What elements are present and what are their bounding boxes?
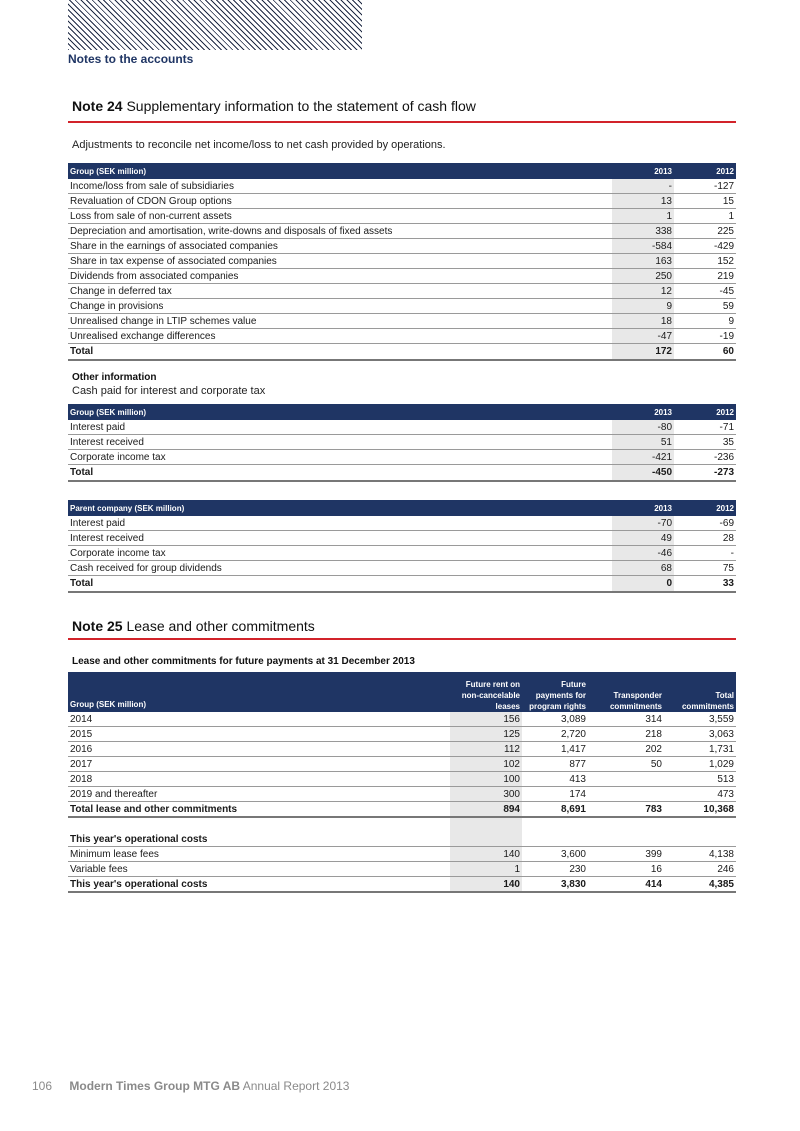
row-label: Total	[68, 576, 612, 593]
row-value: 4,138	[664, 847, 736, 862]
page-number: 106	[32, 1079, 53, 1093]
row-label: Interest paid	[68, 420, 612, 435]
note24-title: Supplementary information to the statement of cash flow	[126, 98, 476, 114]
row-value: 68	[612, 561, 674, 576]
header-line: Future rent on	[465, 680, 520, 689]
row-value: 1,731	[664, 742, 736, 757]
empty-cell	[522, 832, 588, 847]
row-value: 2,720	[522, 727, 588, 742]
header-line: program rights	[529, 702, 586, 711]
empty-cell	[588, 832, 664, 847]
row-value: 100	[450, 772, 522, 787]
header-total	[664, 672, 736, 712]
row-value: 33	[674, 576, 736, 593]
header-line: commitments	[681, 702, 734, 711]
row-value: 314	[588, 712, 664, 727]
row-label: 2017	[68, 757, 450, 772]
table-row	[68, 179, 736, 194]
note24-intro: Adjustments to reconcile net income/loss to net cash provided by operations.	[72, 139, 446, 151]
other-info-title: Other information	[72, 372, 157, 383]
row-value: -71	[674, 420, 736, 435]
row-value: -19	[674, 329, 736, 344]
table-row	[68, 254, 736, 269]
table-row	[68, 531, 736, 546]
table-body	[68, 712, 736, 892]
cashflow-adjustments-table	[68, 163, 736, 361]
row-value: -421	[612, 450, 674, 465]
row-value: 250	[612, 269, 674, 284]
row-label: Interest received	[68, 531, 612, 546]
row-value: 156	[450, 712, 522, 727]
section-label: Notes to the accounts	[68, 52, 194, 66]
row-value: -236	[674, 450, 736, 465]
row-value	[588, 772, 664, 787]
table-row	[68, 209, 736, 224]
note24-rule	[68, 121, 736, 123]
row-value: 3,063	[664, 727, 736, 742]
row-label: Loss from sale of non-current assets	[68, 209, 612, 224]
row-value: 202	[588, 742, 664, 757]
table-header-row	[68, 500, 736, 516]
spacer-cell	[588, 817, 664, 832]
table-row	[68, 239, 736, 254]
header-hatch-pattern	[68, 0, 362, 50]
row-label: Share in the earnings of associated companies	[68, 239, 612, 254]
table-row	[68, 772, 736, 787]
total-row	[68, 576, 736, 593]
table-row	[68, 269, 736, 284]
table-header-row	[68, 672, 736, 712]
total-row	[68, 877, 736, 893]
row-value: 59	[674, 299, 736, 314]
row-label: Income/loss from sale of subsidiaries	[68, 179, 612, 194]
row-label: Corporate income tax	[68, 450, 612, 465]
header-2012: 2012	[674, 163, 736, 179]
row-label: Minimum lease fees	[68, 847, 450, 862]
row-label: Unrealised change in LTIP schemes value	[68, 314, 612, 329]
row-value: 219	[674, 269, 736, 284]
row-value: -45	[674, 284, 736, 299]
row-value: 174	[522, 787, 588, 802]
table-header-row	[68, 163, 736, 179]
table-row	[68, 284, 736, 299]
row-label: 2014	[68, 712, 450, 727]
row-value: -69	[674, 516, 736, 531]
header-2012: 2012	[674, 500, 736, 516]
row-value: 140	[450, 877, 522, 893]
total-row	[68, 465, 736, 482]
note24-number: Note 24	[72, 98, 123, 114]
table-row	[68, 516, 736, 531]
row-value: 0	[612, 576, 674, 593]
table-row	[68, 742, 736, 757]
table-row	[68, 727, 736, 742]
header-group: Group (SEK million)	[68, 672, 450, 712]
table-row	[68, 561, 736, 576]
row-value: 9	[674, 314, 736, 329]
header-2012: 2012	[674, 404, 736, 420]
row-value: 125	[450, 727, 522, 742]
row-value: 894	[450, 802, 522, 818]
table-row	[68, 712, 736, 727]
table-row	[68, 194, 736, 209]
row-label: 2019 and thereafter	[68, 787, 450, 802]
row-label: 2016	[68, 742, 450, 757]
total-row	[68, 802, 736, 818]
table-row	[68, 546, 736, 561]
row-value: 399	[588, 847, 664, 862]
row-label: Total	[68, 465, 612, 482]
table-body	[68, 420, 736, 481]
row-value: 1	[450, 862, 522, 877]
row-value: 16	[588, 862, 664, 877]
row-value: 877	[522, 757, 588, 772]
row-label: 2015	[68, 727, 450, 742]
header-transponder	[588, 672, 664, 712]
table-body	[68, 516, 736, 592]
header-line: commitments	[609, 702, 662, 711]
row-value: 218	[588, 727, 664, 742]
header-parent: Parent company (SEK million)	[68, 500, 612, 516]
row-label: Change in provisions	[68, 299, 612, 314]
row-value: 140	[450, 847, 522, 862]
header-line: Transponder	[613, 691, 662, 700]
row-value: -584	[612, 239, 674, 254]
row-value: 9	[612, 299, 674, 314]
row-label: Share in tax expense of associated companies	[68, 254, 612, 269]
row-value: 413	[522, 772, 588, 787]
row-value: 163	[612, 254, 674, 269]
row-value: 3,089	[522, 712, 588, 727]
row-label: Total lease and other commitments	[68, 802, 450, 818]
spacer-cell	[450, 817, 522, 832]
row-label: Total	[68, 344, 612, 361]
note25-title: Lease and other commitments	[126, 618, 315, 634]
table-row	[68, 787, 736, 802]
row-value: 10,368	[664, 802, 736, 818]
row-value: 152	[674, 254, 736, 269]
row-value: 473	[664, 787, 736, 802]
row-label: Cash received for group dividends	[68, 561, 612, 576]
header-line: non-cancelable	[461, 691, 520, 700]
row-value: 8,691	[522, 802, 588, 818]
table-row	[68, 847, 736, 862]
row-value: 28	[674, 531, 736, 546]
row-value: -450	[612, 465, 674, 482]
table-row	[68, 757, 736, 772]
row-value: 12	[612, 284, 674, 299]
row-value: 230	[522, 862, 588, 877]
row-label: Unrealised exchange differences	[68, 329, 612, 344]
header-2013: 2013	[612, 163, 674, 179]
header-2013: 2013	[612, 500, 674, 516]
header-line: Future	[561, 680, 586, 689]
row-value: 13	[612, 194, 674, 209]
row-value: -127	[674, 179, 736, 194]
page-footer	[32, 1079, 349, 1093]
table-row	[68, 420, 736, 435]
row-value: 4,385	[664, 877, 736, 893]
header-line: payments for	[535, 691, 586, 700]
row-value: -429	[674, 239, 736, 254]
header-group: Group (SEK million)	[68, 404, 612, 420]
company-name: Modern Times Group MTG AB	[69, 1079, 241, 1093]
row-value: -70	[612, 516, 674, 531]
row-label: Dividends from associated companies	[68, 269, 612, 284]
note25-number: Note 25	[72, 618, 123, 634]
row-label: Interest received	[68, 435, 612, 450]
operational-costs-heading: This year's operational costs	[68, 832, 450, 847]
row-value: 50	[588, 757, 664, 772]
row-value: 15	[674, 194, 736, 209]
row-value: 3,830	[522, 877, 588, 893]
row-value: 49	[612, 531, 674, 546]
header-program-rights	[522, 672, 588, 712]
row-label: This year's operational costs	[68, 877, 450, 893]
row-value: 112	[450, 742, 522, 757]
row-value: -47	[612, 329, 674, 344]
header-future-rent	[450, 672, 522, 712]
operational-costs-heading-row	[68, 832, 736, 847]
row-value: 18	[612, 314, 674, 329]
row-value: 1,417	[522, 742, 588, 757]
row-label: Depreciation and amortisation, write-downs and disposals of fixed assets	[68, 224, 612, 239]
total-row	[68, 344, 736, 361]
row-value: 35	[674, 435, 736, 450]
row-value: 338	[612, 224, 674, 239]
table-body	[68, 179, 736, 360]
row-label: Interest paid	[68, 516, 612, 531]
row-value: -46	[612, 546, 674, 561]
row-value: 3,559	[664, 712, 736, 727]
note25-heading	[72, 618, 315, 634]
row-value: 1	[674, 209, 736, 224]
row-value: 300	[450, 787, 522, 802]
empty-cell	[664, 832, 736, 847]
other-info-subtitle: Cash paid for interest and corporate tax	[72, 385, 266, 397]
table-row	[68, 435, 736, 450]
row-value: 3,600	[522, 847, 588, 862]
row-value: 102	[450, 757, 522, 772]
row-label: Corporate income tax	[68, 546, 612, 561]
report-name: Annual Report 2013	[242, 1079, 350, 1093]
spacer-row	[68, 817, 736, 832]
row-value: 1	[612, 209, 674, 224]
spacer-cell	[68, 817, 450, 832]
row-value: 1,029	[664, 757, 736, 772]
lease-commitments-table	[68, 672, 736, 893]
row-label: Variable fees	[68, 862, 450, 877]
header-group: Group (SEK million)	[68, 163, 612, 179]
table-row	[68, 224, 736, 239]
note25-subtitle: Lease and other commitments for future payments at 31 December 2013	[72, 656, 415, 667]
parent-cash-paid-table	[68, 500, 736, 593]
row-value: 75	[674, 561, 736, 576]
table-row	[68, 329, 736, 344]
header-2013: 2013	[612, 404, 674, 420]
header-line: Total	[715, 691, 734, 700]
row-value: -	[674, 546, 736, 561]
table-row	[68, 862, 736, 877]
row-value: 513	[664, 772, 736, 787]
empty-cell	[450, 832, 522, 847]
row-label: Change in deferred tax	[68, 284, 612, 299]
row-value: -273	[674, 465, 736, 482]
row-label: Revaluation of CDON Group options	[68, 194, 612, 209]
spacer-cell	[664, 817, 736, 832]
row-label: 2018	[68, 772, 450, 787]
note24-heading	[72, 98, 476, 114]
spacer-cell	[522, 817, 588, 832]
table-row	[68, 450, 736, 465]
row-value: -	[612, 179, 674, 194]
table-header-row	[68, 404, 736, 420]
row-value: 225	[674, 224, 736, 239]
row-value: -80	[612, 420, 674, 435]
row-value	[588, 787, 664, 802]
group-cash-paid-table	[68, 404, 736, 482]
row-value: 246	[664, 862, 736, 877]
row-value: 414	[588, 877, 664, 893]
header-line: leases	[495, 702, 520, 711]
row-value: 172	[612, 344, 674, 361]
table-row	[68, 299, 736, 314]
row-value: 60	[674, 344, 736, 361]
note25-rule	[68, 638, 736, 640]
row-value: 783	[588, 802, 664, 818]
row-value: 51	[612, 435, 674, 450]
table-row	[68, 314, 736, 329]
